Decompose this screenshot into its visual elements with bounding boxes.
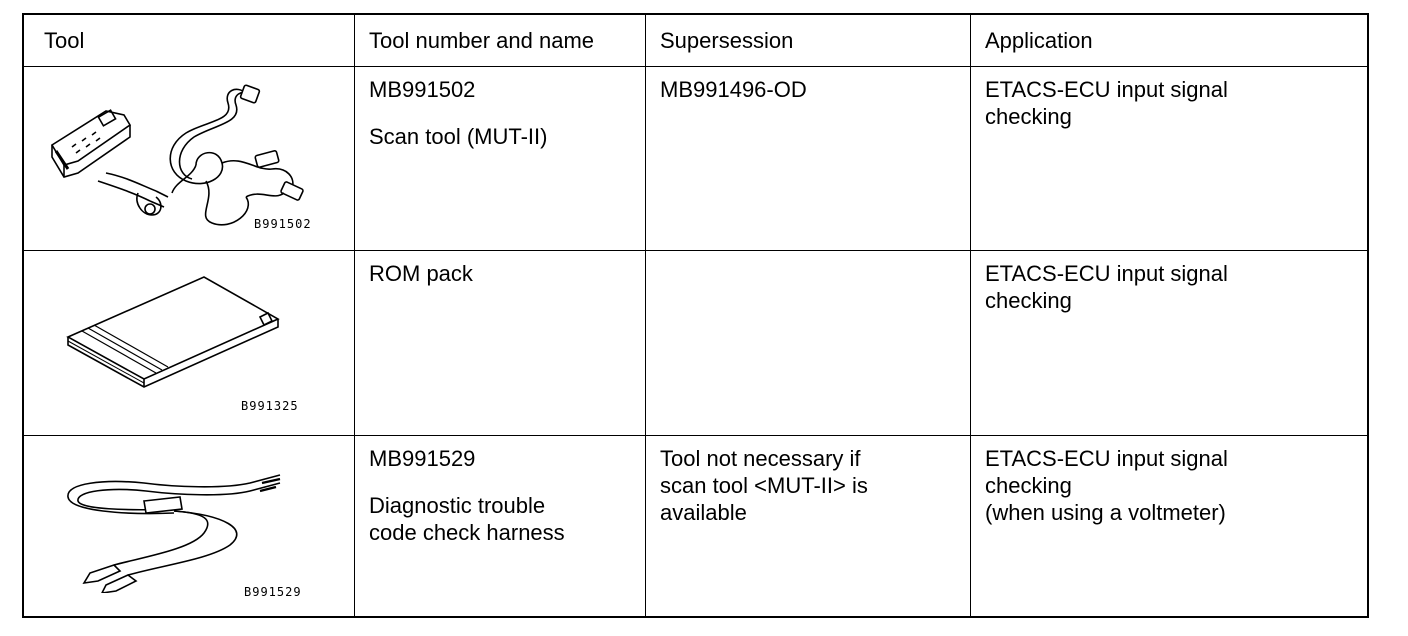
row-divider — [24, 435, 1367, 436]
column-divider — [354, 15, 355, 616]
check-harness-illustration — [54, 453, 284, 593]
application: ETACS-ECU input signal checking (when using a voltmeter) — [985, 446, 1228, 525]
column-divider — [970, 15, 971, 616]
tool-name: Diagnostic trouble code check harness — [369, 493, 565, 545]
header-supersession: Supersession — [660, 28, 794, 53]
tool-number: MB991502 — [369, 77, 476, 102]
figure-code: B991502 — [254, 217, 312, 231]
figure-code: B991325 — [241, 399, 299, 413]
row-divider — [24, 250, 1367, 251]
supersession: Tool not necessary if scan tool <MUT-II> is available — [660, 446, 868, 525]
figure-code: B991529 — [244, 585, 302, 599]
supersession: MB991496-OD — [660, 77, 807, 102]
tool-name: Scan tool (MUT-II) — [369, 124, 548, 149]
header-tool: Tool — [44, 28, 85, 53]
scan-tool-illustration — [46, 81, 316, 231]
rom-pack-illustration — [64, 273, 284, 393]
tool-name: ROM pack — [369, 261, 473, 286]
row-divider — [24, 66, 1367, 67]
column-divider — [645, 15, 646, 616]
header-application: Application — [985, 28, 1093, 53]
tool-number: MB991529 — [369, 446, 476, 471]
tool-table — [22, 13, 1369, 618]
application: ETACS-ECU input signal checking — [985, 77, 1228, 129]
application: ETACS-ECU input signal checking — [985, 261, 1228, 313]
header-tool-number-name: Tool number and name — [369, 28, 595, 53]
